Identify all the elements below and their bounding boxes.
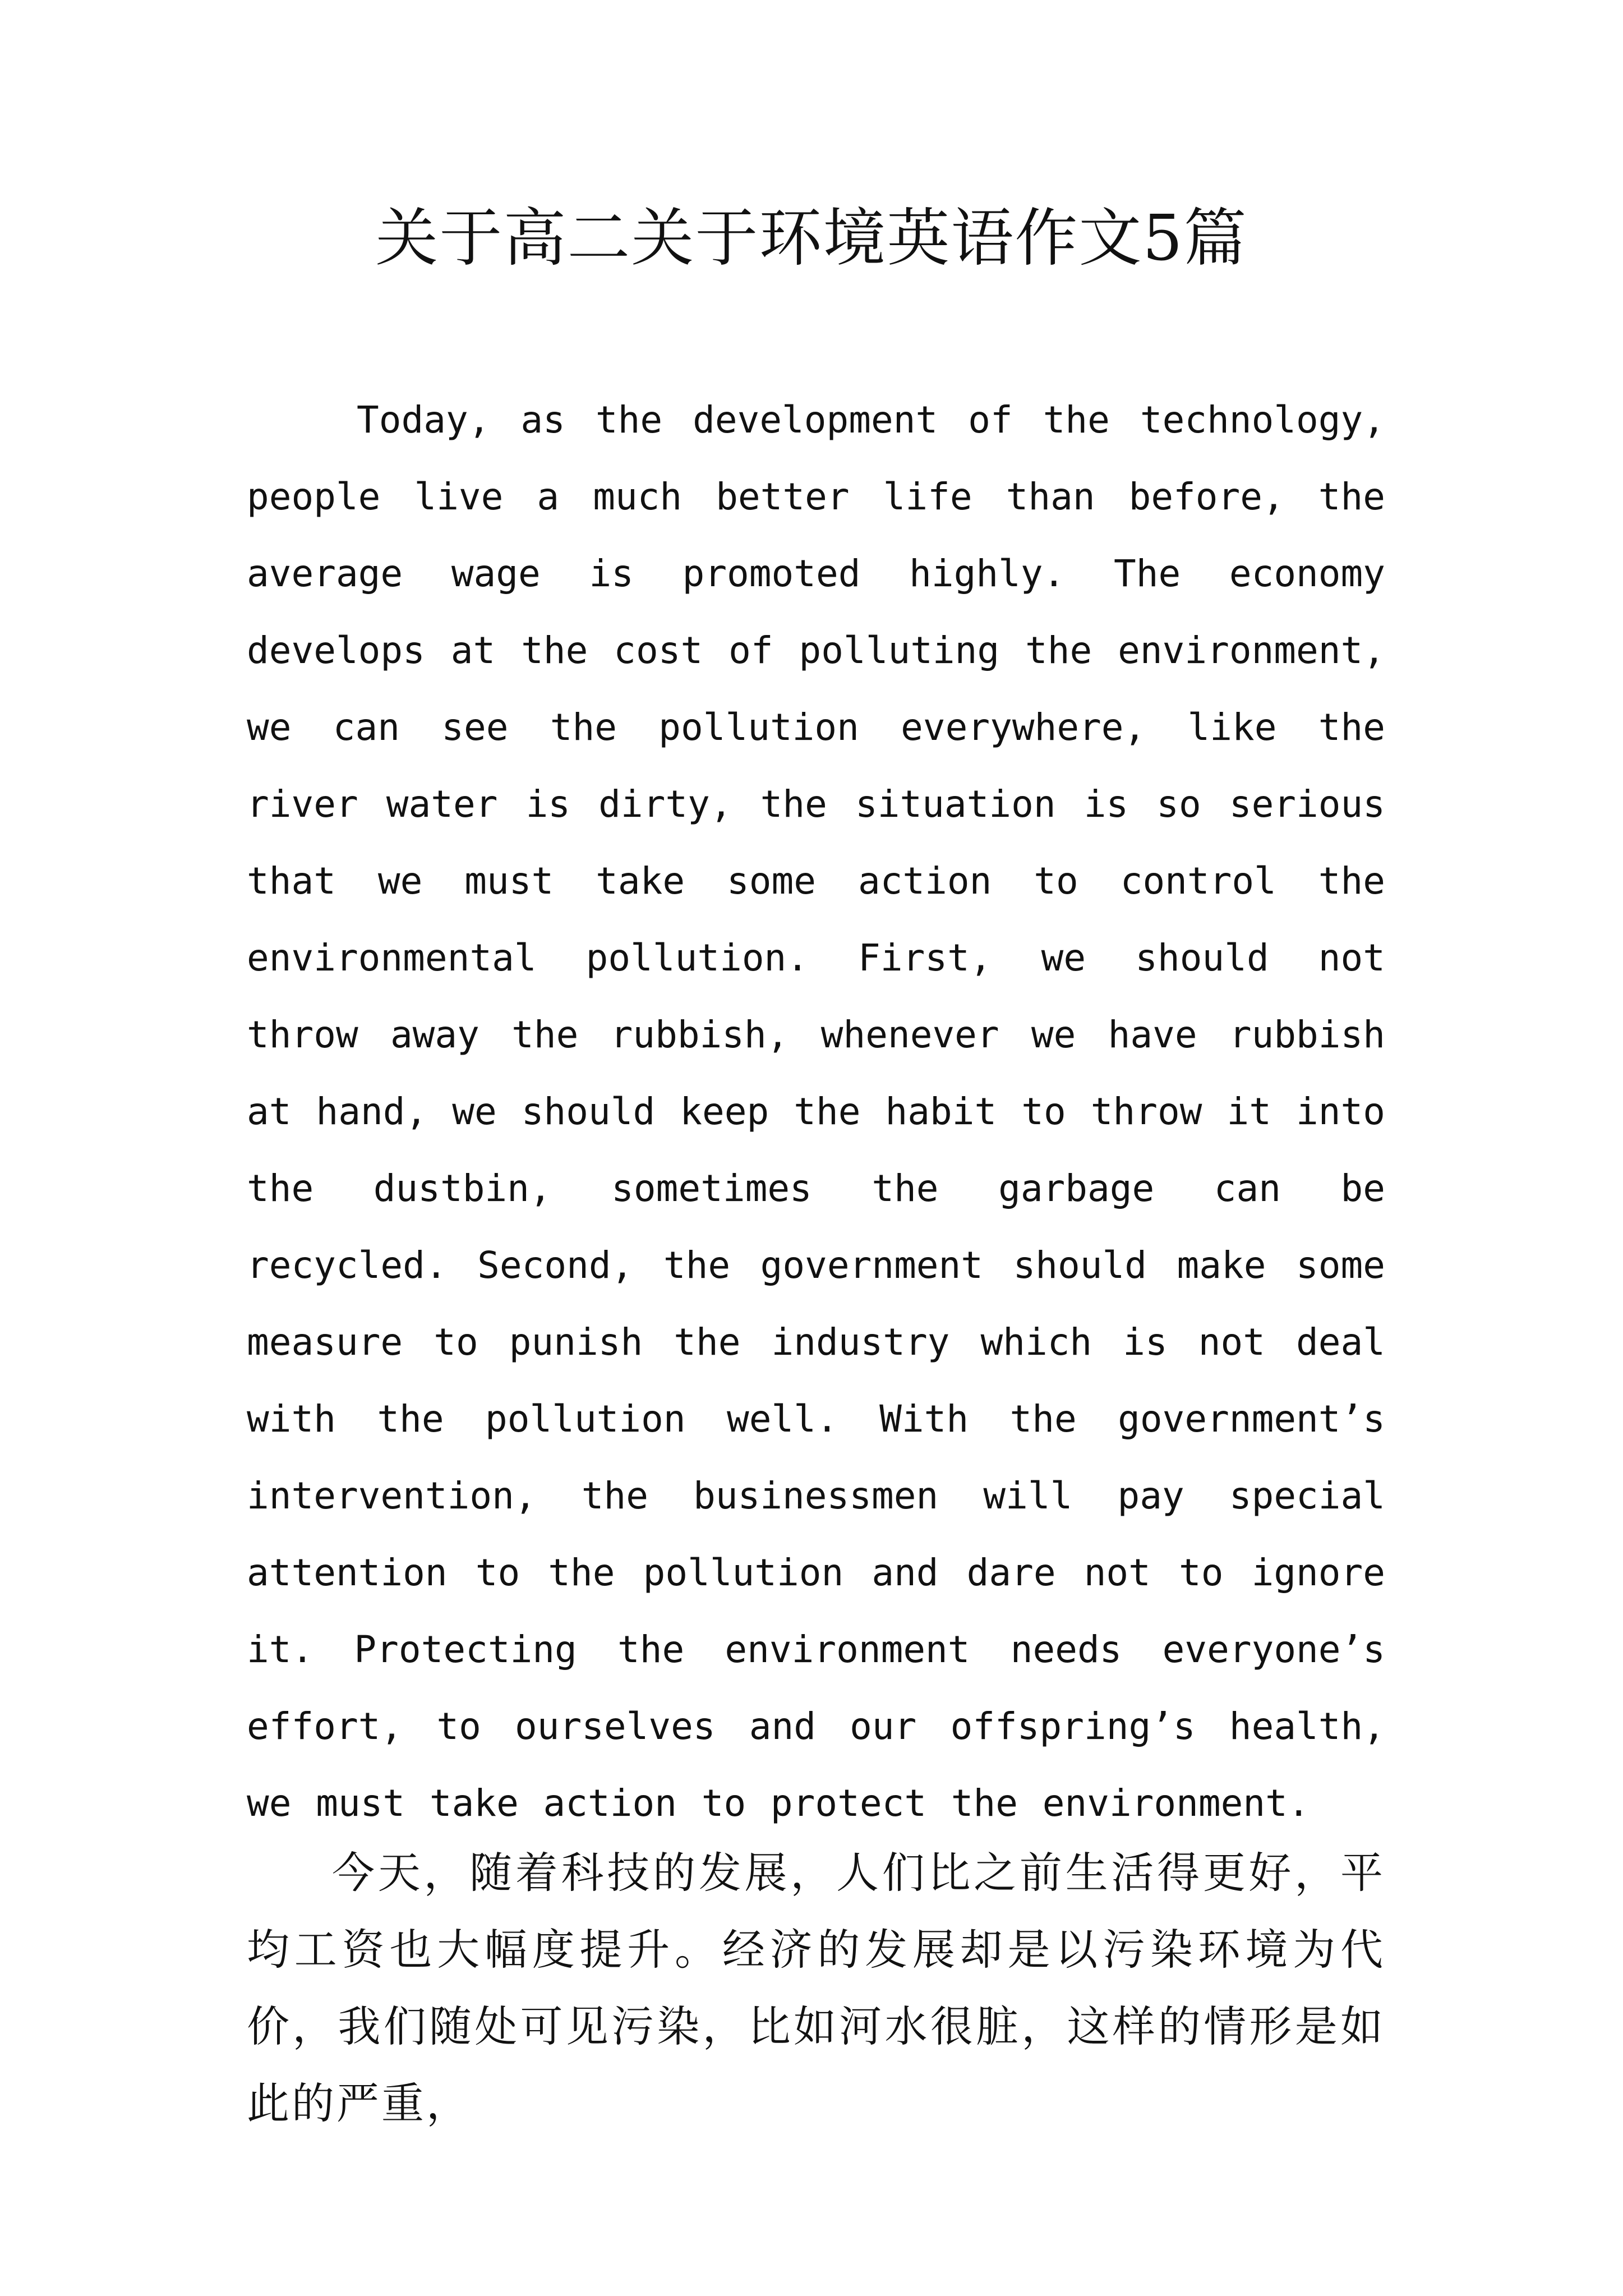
chinese-paragraph: 今天，随着科技的发展，人们比之前生活得更好，平均工资也大幅度提升。经济的发展却是以污染环境为代价，我们随处可见污染，比如河水很脏，这样的情形是如此的严重，: [247, 1848, 1385, 2128]
english-paragraph: Today, as the development of the technology, people live a much better life than before, the average wage is promoted highly. The economy develops at the cost of polluting the environment, we can see the pollution everywhere, like the river water is dirty, the situation is so serious that we must take some action to control the environmental pollution. First, we should not throw away the rubbish, whenever we have rubbish at hand, we should keep the habit to throw it into the dustbin, sometimes the garbage can be recycled. Second, the government should make some measure to punish the industry which is not deal with the pollution well. With the government’s intervention, the businessmen will pay special attention to the pollution and dare not to ignore it. Protecting the environment needs everyone’s effort, to ourselves and our offspring’s health, we must take action to protect the environment.: [247, 398, 1385, 1825]
document-title: 关于高二关于环境英语作文5篇: [375, 202, 1248, 275]
